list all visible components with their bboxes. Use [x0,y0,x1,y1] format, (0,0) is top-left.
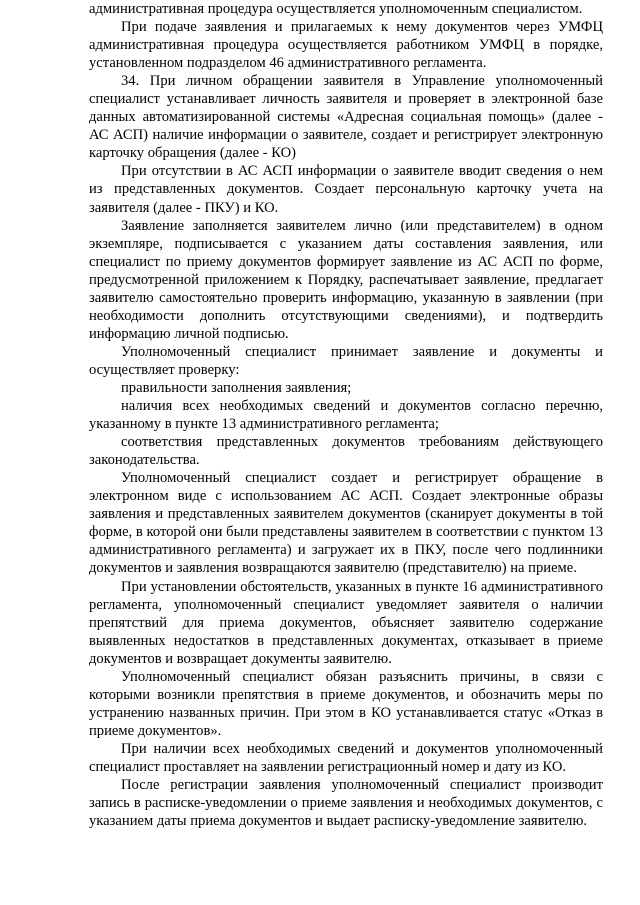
paragraph-no-info-in-system: При отсутствии в АС АСП информации о заявителе вводит сведения о нем из представленных документов. Создает персональную карточку учета на заявителя (далее - ПКУ) и КО. [89,163,603,216]
paragraph-refusal-explanation: Уполномоченный специалист обязан разъяснить причины, в связи с которыми возникли препятствия в приеме документов, и обозначить меры по устранению названных причин. При этом в КО устанавливается статус «Отказ в приеме документов». [89,668,603,739]
paragraph-electronic-registration: Уполномоченный специалист создает и регистрирует обращение в электронном виде с использованием АС АСП. Создает электронные образы заявления и представленных заявителем документов (сканирует документы в той форме, в которой они были представлены заявителем в соответствии с пунктом 13 административного регламента) и загружает их в ПКУ, после чего подлинники документов и заявления возвращаются заявителю (представителю) на приеме. [89,470,603,577]
paragraph-verification-intro: Уполномоченный специалист принимает заявление и документы и осуществляет проверку: [89,343,603,378]
paragraph-continuation: административная процедура осуществляется уполномоченным специалистом. [89,1,583,17]
paragraph-check-completeness: наличия всех необходимых сведений и документов согласно перечню, указанному в пункте 13 административного регламента; [89,398,603,433]
paragraph-check-compliance: соответствия представленных документов требованиям действующего законодательства. [89,434,603,469]
paragraph-application-filling: Заявление заполняется заявителем лично (или представителем) в одном экземпляре, подписывается с указанием даты составления заявления, или специалист по приему документов формирует заявление из АС АСП по форме, предусмотренной приложением к Порядку, распечатывает заявление, предлагает заявителю самостоятельно проверить информацию, указанную в заявлении (при необходимости дополнить отсутствующими сведениями), и подтвердить информацию личной подписью. [89,217,603,342]
paragraph-check-correctness: правильности заполнения заявления; [121,379,352,396]
paragraph-umfc-procedure: При подаче заявления и прилагаемых к нему документов через УМФЦ административная процедура осуществляется работником УМФЦ в порядке, установленном подразделом 46 административного регламента. [89,19,603,72]
document-page [89,0,603,830]
paragraph-receipt-notification: После регистрации заявления уполномоченный специалист производит запись в расписке-уведомлении о приеме заявления и необходимых документов, с указанием даты приема документов и выдает расписку-уведомление заявителю. [89,777,603,830]
paragraph-refusal-circumstances: При установлении обстоятельств, указанных в пункте 16 административного регламента, уполномоченный специалист уведомляет заявителя о наличии препятствий для приема документов, объясняет заявителю содержание выявленных недостатков в представленных документах, отказывает в приеме документов и возвращает документы заявителю. [89,578,603,667]
paragraph-registration-number: При наличии всех необходимых сведений и документов уполномоченный специалист проставляет на заявлении регистрационный номер и дату из КО. [89,740,603,775]
paragraph-item-34: 34. При личном обращении заявителя в Управление уполномоченный специалист устанавливает личность заявителя и проверяет в электронной базе данных автоматизированной системы «Адресная социальная помощь» (далее - АС АСП) наличие информации о заявителе, создает и регистрирует электронную карточку обращения (далее - КО) [89,73,603,162]
